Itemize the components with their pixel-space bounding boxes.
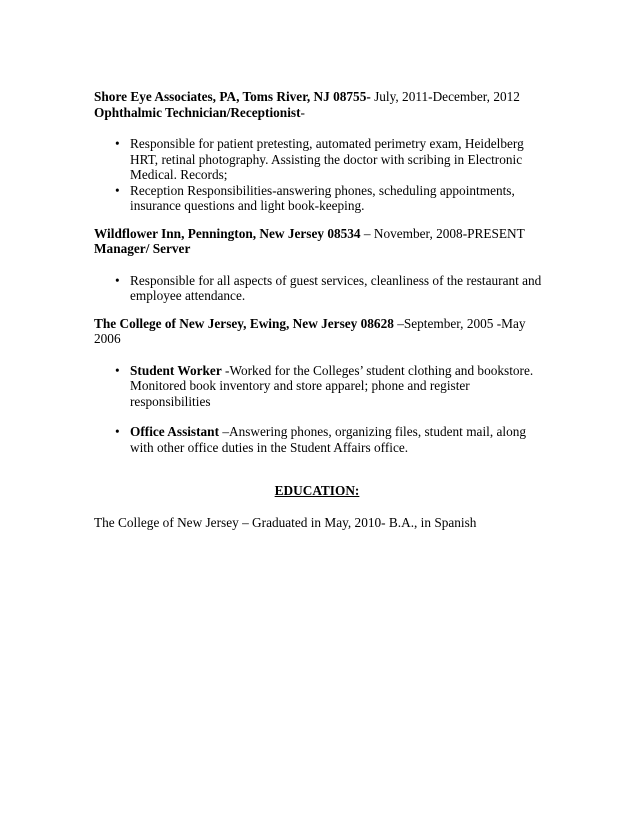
role-description: –Answering phones, organizing files, student mail, along with other office duties in the Student Affairs office. [130,424,527,455]
job-duties-list [94,273,544,304]
job-title: Manager/ Server [94,241,191,256]
job-shore-eye [94,89,544,214]
job-duties-list [94,136,544,214]
job-title-suffix: - [300,104,305,120]
employer-name: The College of New Jersey, Ewing, New Jersey 08628 [94,315,394,331]
role-description: -Worked for the Colleges’ student clothing and bookstore. Monitored book inventory and store apparel; phone and register responsibilities [130,362,534,409]
education-entry: The College of New Jersey – Graduated in May, 2010- B.A., in Spanish [94,514,477,530]
employer-name: Wildflower Inn, Pennington, New Jersey 08534 [94,225,361,241]
job-college-of-new-jersey [94,316,544,456]
role-name: Student Worker [130,362,222,378]
list-item [94,424,544,455]
job-wildflower-inn [94,226,544,304]
education-section [94,483,544,530]
employment-dates: – November, 2008-PRESENT [360,225,525,241]
job-header [94,316,544,347]
job-header [94,226,544,242]
employment-dates: July, 2011-December, 2012 [370,89,520,104]
list-item [94,363,544,410]
job-title-text: Ophthalmic Technician/Receptionist [94,104,301,120]
employment-dates: –September, 2005 -May 2006 [94,315,526,346]
list-item: • Responsible for all aspects of guest services, cleanliness of the restaurant and employee attendance. [94,273,544,304]
job-roles-list [94,363,544,456]
role-name: Office Assistant [130,424,220,439]
job-title [94,105,544,121]
education-heading: EDUCATION: [274,483,360,498]
employer-name: Shore Eye Associates, PA, Toms River, NJ 08755- [94,89,371,104]
list-item: • Responsible for patient pretesting, automated perimetry exam, Heidelberg HRT, retinal photography. Assisting the doctor with scribing in Electronic Medical. Records; [94,136,544,183]
list-item: • Reception Responsibilities-answering phones, scheduling appointments, insurance questions and light book-keeping. [94,183,544,214]
resume-content [94,89,544,530]
job-header [94,89,544,105]
